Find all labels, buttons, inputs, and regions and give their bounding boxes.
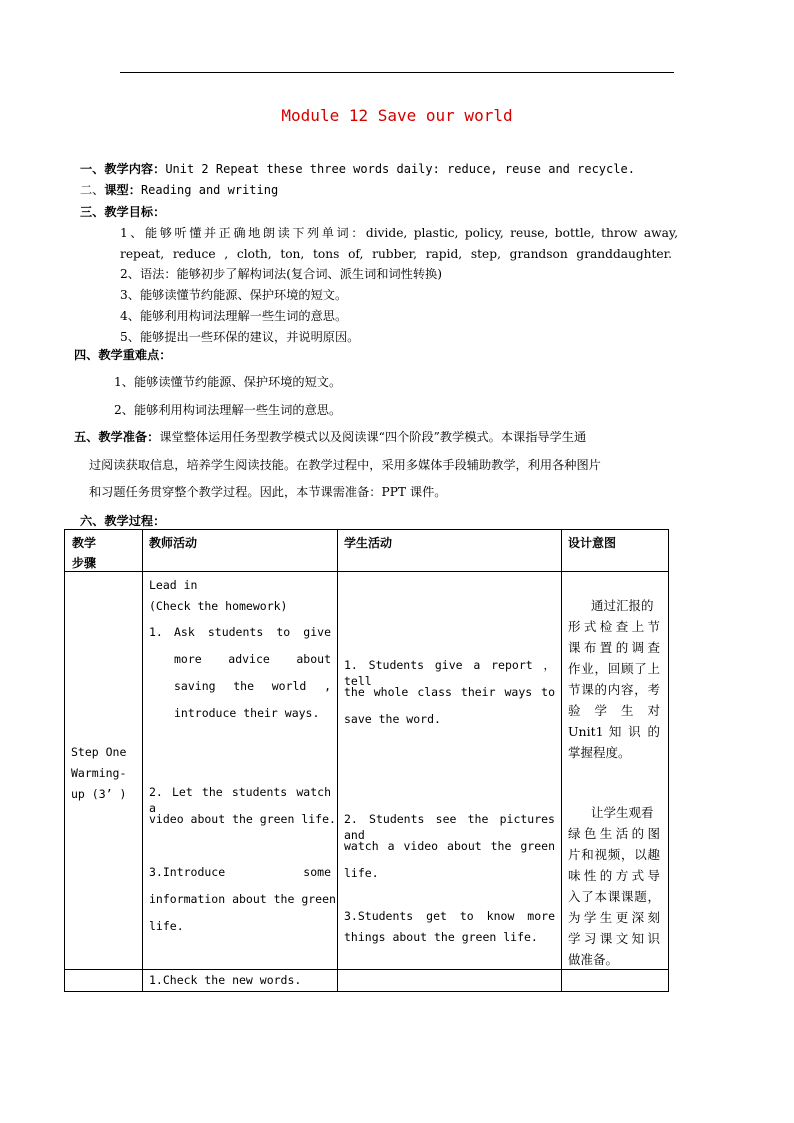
intent-1-line-4: 作业，回顾了上 [568, 661, 660, 676]
student-item-2-line-1: 2. Students see the pictures and [344, 812, 555, 842]
teacher-item-2-line-2: video about the green life. [149, 812, 336, 826]
section-5-line-1: 课堂整体运用任务型教学模式以及阅读课“四个阶段”教学模式。本课指导学生通 [159, 430, 587, 444]
section-2-label: 课型： [104, 183, 141, 197]
header-step-line-1: 教学 [72, 536, 97, 550]
teacher-item-1-line-2: more advice about [174, 652, 331, 666]
header-student [338, 530, 562, 572]
intent-1-line-5: 节课的内容，考 [568, 682, 660, 697]
table-header-row [65, 530, 669, 572]
check-new-words: 1.Check the new words. [149, 973, 302, 987]
row2-teacher [143, 970, 338, 992]
row1-teacher [143, 572, 338, 970]
section-5-line-3: 和习题任务贯穿整个教学过程。因此，本节课需准备：PPT 课件。 [89, 485, 447, 499]
table-row [65, 572, 669, 970]
student-item-1-line-2: the whole class their ways to [344, 685, 555, 699]
objective-3: 3、能够读懂节约能源、保护环境的短文。 [120, 288, 348, 302]
row1-step [65, 572, 143, 970]
teaching-process-table [64, 529, 669, 992]
section-4-label: 四、教学重难点： [74, 348, 172, 362]
header-teacher-label: 教师活动 [149, 536, 198, 550]
objective-4: 4、能够利用构词法理解一些生词的意思。 [120, 309, 348, 323]
header-intent-label: 设计意图 [568, 536, 617, 550]
row1-step-line-1: Step One [71, 745, 127, 759]
student-item-2-line-2: watch a video about the green [344, 839, 555, 853]
intent-2-line-5: 入了本课课题， [568, 889, 660, 904]
lead-in-heading: Lead in [149, 578, 198, 592]
header-intent [562, 530, 669, 572]
teacher-item-1-line-1: Ask students to give [174, 625, 331, 639]
intent-1-line-6: 验 学 生 对 [568, 703, 660, 718]
intent-1-line-3: 课布置的调查 [568, 640, 660, 655]
header-step-line-2: 步骤 [72, 556, 97, 570]
teacher-item-3-line-3: life. [149, 919, 184, 933]
teacher-item-1-line-4: introduce their ways. [174, 706, 320, 720]
row1-step-line-2: Warming- [71, 766, 127, 780]
student-item-2-line-3: life. [344, 866, 379, 880]
row1-step-line-3: up (3’ ) [71, 787, 127, 801]
intent-2-line-2: 绿色生活的图 [568, 826, 660, 841]
section-2-number: 二、 [80, 183, 105, 197]
student-item-1-line-3: save the word. [344, 712, 441, 726]
section-1 [80, 161, 635, 177]
section-6-label: 六、教学过程： [80, 514, 166, 528]
intent-1-line-7: Unit1 知 识 的 [568, 724, 660, 739]
table-row [65, 970, 669, 992]
student-item-3-line-2: things about the green life. [344, 930, 538, 944]
objective-1-cont: repeat, reduce , cloth, ton, tons of, rubber, rapid, step, grandson granddaughter. [120, 247, 672, 261]
row2-student [338, 970, 562, 992]
intent-1-line-8: 掌握程度。 [568, 745, 631, 760]
intent-2-line-8: 做准备。 [568, 952, 619, 967]
section-5-line-2: 过阅读获取信息，培养学生阅读技能。在教学过程中，采用多媒体手段辅助教学，利用各种图片 [89, 458, 601, 472]
header-teacher [143, 530, 338, 572]
document-title: Module 12 Save our world [281, 106, 513, 125]
keypoint-1: 1、能够读懂节约能源、保护环境的短文。 [114, 375, 342, 389]
check-homework: (Check the homework) [149, 599, 288, 613]
header-step [65, 530, 143, 572]
intent-2-line-4: 味性的方式导 [568, 868, 660, 883]
intent-1-line-2: 形式检查上节 [568, 619, 660, 634]
header-student-label: 学生活动 [344, 536, 393, 550]
keypoint-2: 2、能够利用构词法理解一些生词的意思。 [114, 403, 342, 417]
row1-intent [562, 572, 669, 970]
teacher-item-1-line-3: saving the world , [174, 679, 331, 693]
intent-1-line-1: 通过汇报的 [591, 598, 654, 613]
student-item-1-line-1: 1. Students give a report ，tell [344, 658, 555, 688]
section-5 [74, 429, 586, 445]
teacher-item-3-line-1: 3.Introduce some [149, 865, 331, 879]
section-2 [80, 182, 278, 198]
intent-2-line-7: 学习课文知识 [568, 931, 660, 946]
objective-2: 2、语法：能够初步了解构词法(复合词、派生词和词性转换) [120, 267, 442, 281]
objective-1: 1、能够听懂并正确地朗读下列单词：divide, plastic, policy, reuse, bottle, throw away, [120, 226, 678, 240]
section-1-number: 一、 [80, 162, 105, 176]
section-1-text: Unit 2 Repeat these three words daily: reduce, reuse and recycle. [165, 162, 635, 176]
row2-intent [562, 970, 669, 992]
student-item-3-line-1: 3.Students get to know more [344, 909, 555, 923]
section-3 [80, 204, 165, 220]
section-3-label: 教学目标： [104, 205, 166, 219]
section-5-label: 五、教学准备： [74, 430, 160, 444]
intent-2-line-3: 片和视频，以趣 [568, 847, 660, 862]
section-2-text: Reading and writing [140, 183, 279, 197]
teacher-item-3-line-2: information about the green [149, 892, 336, 906]
intent-2-line-1: 让学生观看 [591, 805, 654, 820]
teacher-item-1-number: 1. [149, 625, 163, 639]
teacher-item-2-line-1: 2. Let the students watch a [149, 785, 331, 815]
objective-5: 5、能够提出一些环保的建议，并说明原因。 [120, 330, 360, 344]
intent-2-line-6: 为学生更深刻 [568, 910, 660, 925]
section-3-number: 三、 [80, 205, 105, 219]
section-1-label: 教学内容： [104, 162, 166, 176]
header-rule [120, 72, 674, 73]
row2-step [65, 970, 143, 992]
row1-student [338, 572, 562, 970]
